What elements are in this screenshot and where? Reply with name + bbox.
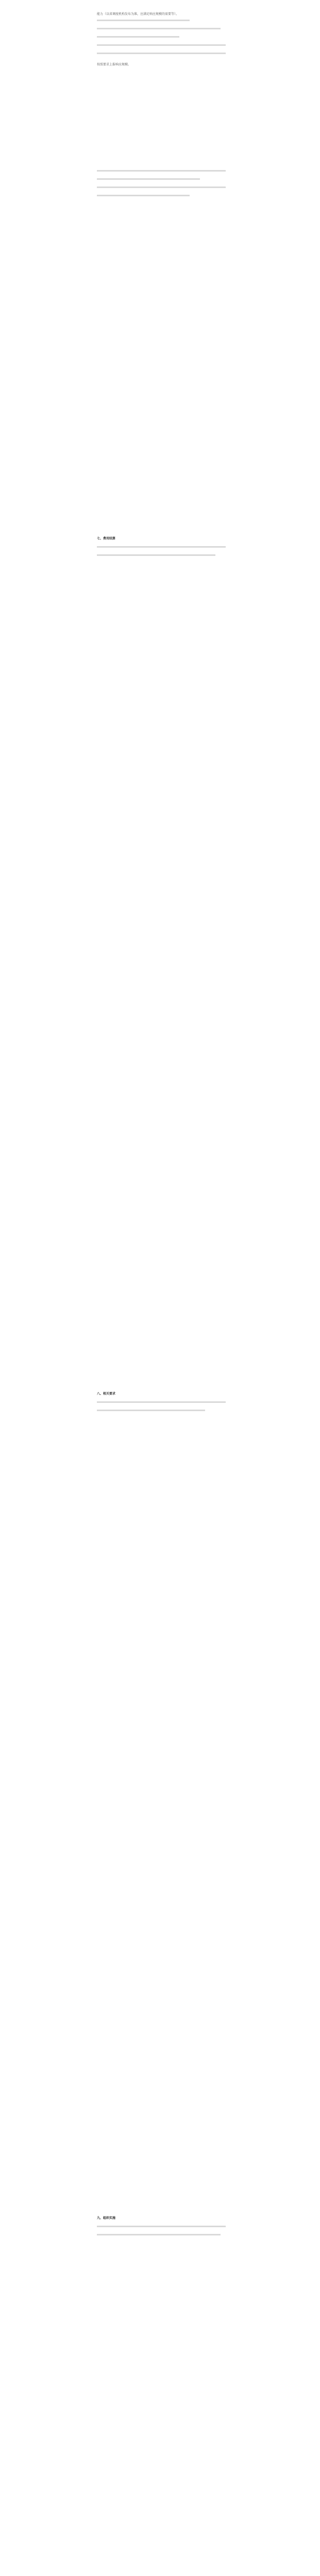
text-line (97, 20, 190, 21)
text-line (97, 1401, 226, 1403)
text-line (97, 53, 226, 54)
text-line (97, 36, 179, 38)
text-line (97, 2234, 221, 2235)
paragraph-line: 按照要求上报响应规模。 (97, 63, 131, 66)
text-line (97, 1410, 205, 1411)
text-line (97, 170, 226, 172)
text-line (97, 2226, 226, 2227)
paragraph-line: 能力（以省调度机构发布为准，应满足响应规模的需要等）。 (97, 12, 179, 16)
text-line (97, 195, 190, 196)
text-line (97, 187, 226, 188)
section-heading: 八、相关要求 (97, 1392, 116, 1396)
text-line (97, 554, 215, 556)
section-heading: 七、费用结算 (97, 537, 116, 540)
text-line (97, 44, 226, 46)
text-line (97, 546, 226, 548)
text-line (97, 178, 200, 180)
text-line (97, 28, 221, 29)
section-heading: 九、组织实施 (97, 2216, 116, 2220)
